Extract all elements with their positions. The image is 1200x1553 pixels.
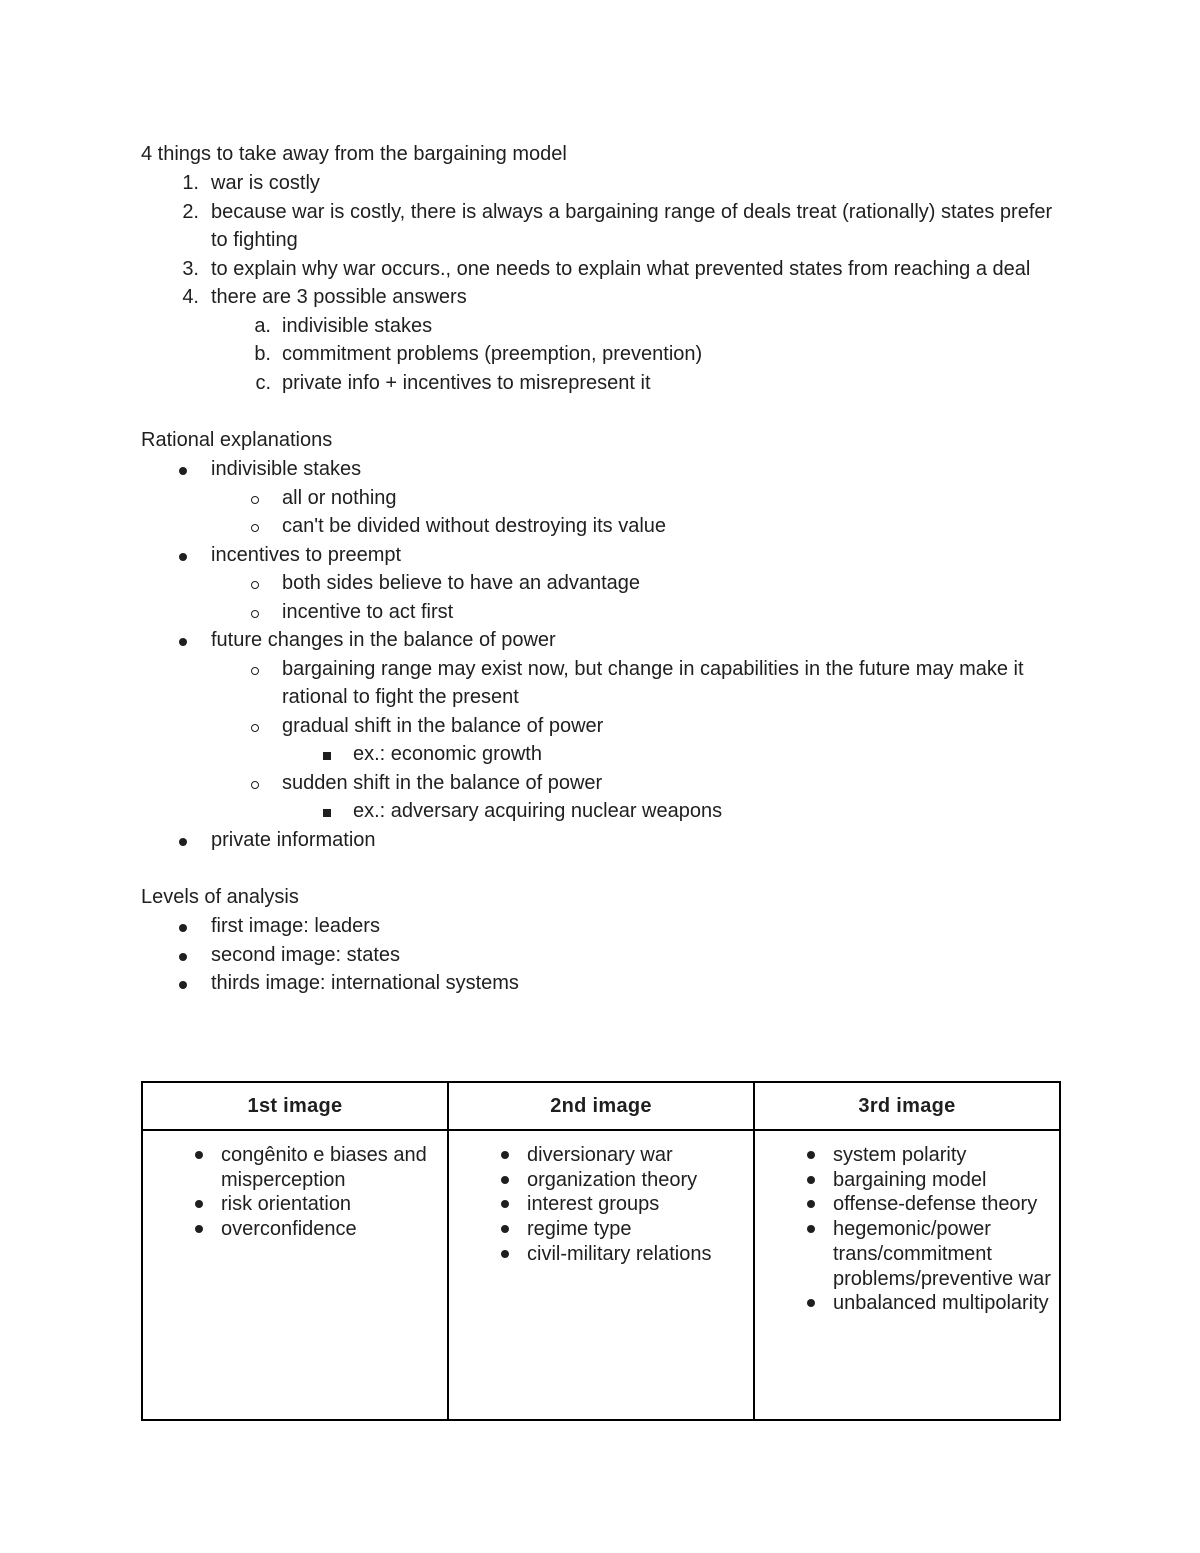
list-subitem-text: bargaining range may exist now, but change in capabilities in the future may make it rational to fight the present — [282, 657, 1024, 708]
list-item-text: diversionary war — [527, 1144, 673, 1166]
table-header-cell: 3rd image — [754, 1082, 1060, 1130]
first-image-list — [151, 1143, 439, 1242]
disc-bullet-icon — [807, 1299, 815, 1307]
disc-bullet-icon — [807, 1176, 815, 1184]
list-item-text: second image: states — [211, 943, 400, 966]
list-number: 1. — [182, 172, 199, 194]
list-item-text: incentives to preempt — [211, 543, 402, 566]
list-subitem — [141, 484, 1061, 513]
circle-bullet-icon — [251, 724, 259, 732]
table-header-row — [142, 1082, 1060, 1130]
list-subsubitem-text: ex.: economic growth — [353, 743, 542, 765]
list-item — [141, 283, 1061, 312]
list-subitem-text: can't be divided without destroying its value — [282, 515, 667, 537]
list-item-text: to explain why war occurs., one needs to explain what prevented states from reaching a deal — [211, 257, 1031, 280]
disc-bullet-icon — [179, 553, 187, 561]
list-item-text: regime type — [527, 1218, 632, 1241]
list-item-text: thirds image: international systems — [211, 972, 519, 994]
images-table-container — [141, 1081, 1061, 1421]
list-subitem — [141, 512, 1061, 541]
list-subitem-text: incentive to act first — [282, 600, 454, 623]
spacer — [141, 397, 1061, 426]
table-row — [142, 1130, 1060, 1420]
list-item-text: offense-defense theory — [833, 1193, 1038, 1216]
list-item — [457, 1192, 745, 1217]
list-number: 4. — [182, 286, 199, 308]
rational-list — [141, 455, 1061, 854]
list-item — [763, 1143, 1051, 1168]
list-item — [151, 1192, 439, 1217]
list-item-text: organization theory — [527, 1168, 698, 1191]
list-item-text: civil-military relations — [527, 1242, 712, 1265]
list-item — [141, 912, 1061, 941]
list-subitem-text: sudden shift in the balance of power — [282, 771, 603, 794]
list-item-text: because war is costly, there is always a bargaining range of deals treat (rationally) states prefer to fighting — [211, 200, 1053, 251]
list-item — [457, 1217, 745, 1242]
images-table — [141, 1081, 1061, 1421]
list-item-text: there are 3 possible answers — [211, 286, 467, 308]
disc-bullet-icon — [179, 953, 187, 961]
list-item-text: future changes in the balance of power — [211, 629, 556, 651]
disc-bullet-icon — [501, 1176, 509, 1184]
list-item — [141, 941, 1061, 970]
list-subitem — [141, 712, 1061, 741]
list-letter: c. — [255, 371, 271, 394]
square-bullet-icon — [323, 752, 331, 760]
list-subsubitem-text: ex.: adversary acquiring nuclear weapons — [353, 800, 723, 822]
bargaining-heading: 4 things to take away from the bargaining model — [141, 143, 567, 165]
list-letter: b. — [254, 343, 271, 365]
disc-bullet-icon — [179, 838, 187, 846]
list-item-text: overconfidence — [221, 1218, 357, 1241]
circle-bullet-icon — [251, 667, 259, 675]
list-number: 2. — [182, 200, 199, 223]
list-item — [141, 826, 1061, 855]
disc-bullet-icon — [501, 1225, 509, 1233]
list-item — [141, 255, 1061, 284]
list-item — [457, 1143, 745, 1168]
third-image-list — [763, 1143, 1051, 1316]
disc-bullet-icon — [195, 1151, 203, 1159]
list-item — [457, 1168, 745, 1193]
disc-bullet-icon — [501, 1200, 509, 1208]
list-subsubitem — [141, 797, 1061, 826]
list-item-text: indivisible stakes — [211, 458, 362, 480]
disc-bullet-icon — [195, 1200, 203, 1208]
list-item — [457, 1242, 745, 1267]
list-item-text: unbalanced multipolarity — [833, 1292, 1049, 1315]
list-subitem — [141, 340, 1061, 369]
list-item — [763, 1217, 1051, 1291]
list-item — [141, 169, 1061, 198]
list-subitem — [141, 769, 1061, 798]
list-subitem — [141, 598, 1061, 627]
list-subitem-text: commitment problems (preemption, prevention) — [282, 343, 703, 365]
disc-bullet-icon — [179, 981, 187, 989]
list-item-text: war is costly — [211, 172, 320, 194]
list-subitem — [141, 569, 1061, 598]
disc-bullet-icon — [807, 1151, 815, 1159]
disc-bullet-icon — [501, 1250, 509, 1258]
list-subitem-text: all or nothing — [282, 486, 397, 509]
list-subitem-text: gradual shift in the balance of power — [282, 714, 604, 737]
list-item — [141, 455, 1061, 484]
rational-heading: Rational explanations — [141, 429, 333, 451]
circle-bullet-icon — [251, 524, 259, 532]
table-cell-second-image — [448, 1130, 754, 1420]
levels-list — [141, 912, 1061, 998]
list-item-text: congênito e biases and misperception — [221, 1144, 427, 1191]
list-item — [141, 198, 1061, 255]
list-item — [151, 1217, 439, 1242]
table-cell-first-image — [142, 1130, 448, 1420]
list-item-text: hegemonic/power trans/commitment problems/preventive war — [833, 1218, 1051, 1290]
list-subitem — [141, 655, 1061, 712]
table-cell-third-image — [754, 1130, 1060, 1420]
list-item-text: interest groups — [527, 1193, 660, 1216]
circle-bullet-icon — [251, 581, 259, 589]
list-subitem-text: private info + incentives to misrepresent it — [282, 371, 651, 394]
list-item — [141, 626, 1061, 655]
spacer — [141, 854, 1061, 883]
document-body — [141, 140, 1061, 998]
second-image-list — [457, 1143, 745, 1267]
table-header-cell: 1st image — [142, 1082, 448, 1130]
disc-bullet-icon — [807, 1225, 815, 1233]
list-subsubitem — [141, 740, 1061, 769]
list-item-text: system polarity — [833, 1144, 967, 1166]
disc-bullet-icon — [179, 467, 187, 475]
list-item-text: bargaining model — [833, 1168, 987, 1191]
list-item — [151, 1143, 439, 1192]
disc-bullet-icon — [179, 638, 187, 646]
list-item — [141, 541, 1061, 570]
list-item-text: risk orientation — [221, 1193, 352, 1216]
disc-bullet-icon — [501, 1151, 509, 1159]
list-item-text: private information — [211, 828, 376, 851]
circle-bullet-icon — [251, 781, 259, 789]
list-item — [763, 1168, 1051, 1193]
levels-heading: Levels of analysis — [141, 886, 299, 908]
square-bullet-icon — [323, 809, 331, 817]
circle-bullet-icon — [251, 610, 259, 618]
list-subitem-text: both sides believe to have an advantage — [282, 572, 641, 594]
list-letter: a. — [254, 314, 271, 337]
circle-bullet-icon — [251, 496, 259, 504]
list-item — [763, 1192, 1051, 1217]
bargaining-list — [141, 169, 1061, 397]
list-number: 3. — [182, 257, 199, 280]
list-item-text: first image: leaders — [211, 915, 380, 937]
list-item — [141, 969, 1061, 998]
list-subitem — [141, 312, 1061, 341]
disc-bullet-icon — [807, 1200, 815, 1208]
disc-bullet-icon — [179, 924, 187, 932]
table-header-cell: 2nd image — [448, 1082, 754, 1130]
disc-bullet-icon — [195, 1225, 203, 1233]
list-subitem-text: indivisible stakes — [282, 314, 433, 337]
list-subitem — [141, 369, 1061, 398]
list-item — [763, 1291, 1051, 1316]
